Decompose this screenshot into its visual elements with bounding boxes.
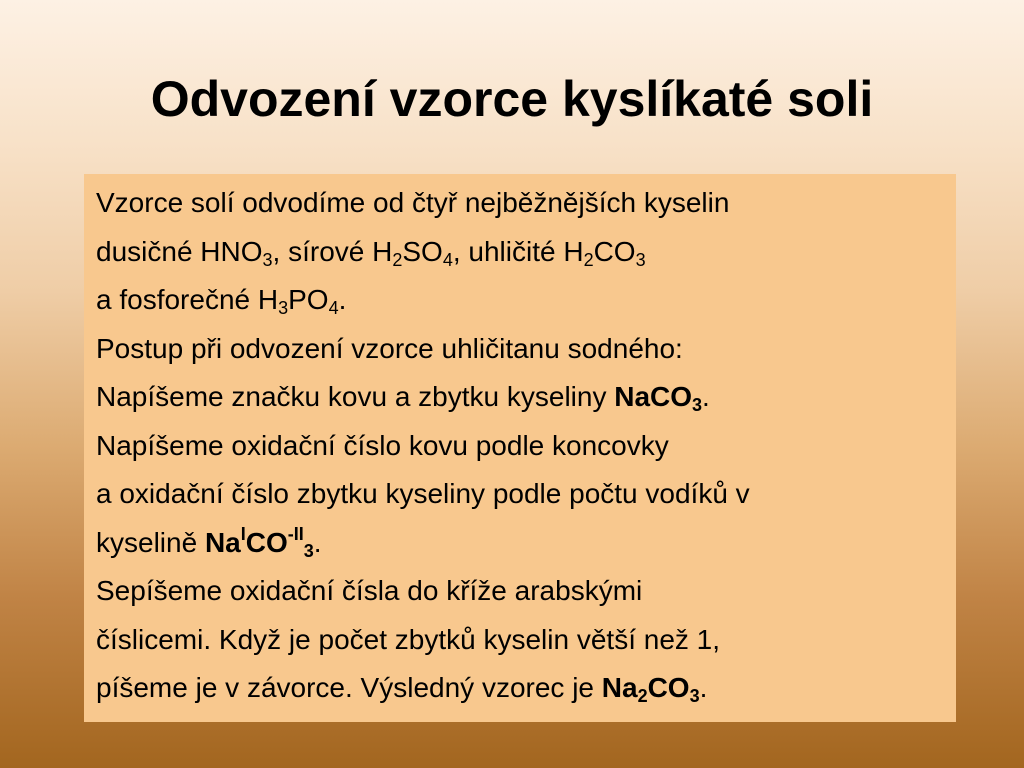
text-line-11 xyxy=(96,664,956,713)
text-line-4: Postup při odvození vzorce uhličitanu sodného: xyxy=(96,332,683,364)
formula-text: NaCO xyxy=(614,381,693,412)
text-segment: Napíšeme značku kovu a zbytku kyseliny xyxy=(96,381,615,412)
text-line-7: a oxidační číslo zbytku kyseliny podle počtu vodíků v xyxy=(96,478,750,509)
subscript: 2 xyxy=(583,249,594,270)
text-segment: a fosforečné H xyxy=(96,284,279,315)
text-segment: kyselině xyxy=(96,526,205,558)
subscript: 3 xyxy=(278,298,289,318)
text-line-5 xyxy=(96,373,956,422)
formula-text: CO xyxy=(647,672,690,703)
slide-title: Odvození vzorce kyslíkaté soli xyxy=(150,71,874,127)
text-line-6: Napíšeme oxidační číslo kovu podle koncovky xyxy=(96,429,669,461)
formula-text: Na xyxy=(601,672,638,703)
text-line-9: Sepíšeme oxidační čísla do kříže arabskými xyxy=(96,575,643,606)
text-segment: . xyxy=(699,672,708,703)
text-segment: PO xyxy=(288,284,329,315)
content-box xyxy=(84,174,956,722)
text-segment: . xyxy=(313,526,322,558)
text-line-2 xyxy=(96,228,956,277)
text-line-3 xyxy=(96,276,956,325)
text-segment: , sírové H xyxy=(272,235,393,267)
text-segment: SO xyxy=(402,235,443,267)
text-segment: dusičné HNO xyxy=(96,235,263,267)
subscript: 4 xyxy=(328,298,339,318)
formula-na2co3 xyxy=(601,672,700,706)
text-segment: píšeme je v závorce. Výsledný vzorec je xyxy=(96,672,602,703)
subscript: 3 xyxy=(689,686,700,706)
text-segment: , uhličité H xyxy=(452,235,584,267)
text-segment: . xyxy=(338,284,347,315)
subscript: 3 xyxy=(635,249,646,270)
text-line-10: číslicemi. Když je počet zbytků kyselin větší než 1, xyxy=(96,623,721,655)
subscript: 3 xyxy=(262,249,273,270)
formula-text: Na xyxy=(204,526,241,558)
subscript: 3 xyxy=(303,540,314,561)
superscript: I xyxy=(240,523,246,544)
superscript: -II xyxy=(287,523,304,544)
text-segment: . xyxy=(702,381,710,412)
subscript: 4 xyxy=(442,249,453,270)
text-line-1: Vzorce solí odvodíme od čtyř nejběžnějších kyselin xyxy=(96,187,730,218)
formula-oxidation-numbers xyxy=(204,523,314,561)
subscript: 3 xyxy=(692,395,703,415)
subscript: 2 xyxy=(637,686,648,706)
formula-naco3 xyxy=(614,381,703,415)
subscript: 2 xyxy=(392,249,403,270)
text-line-8 xyxy=(96,519,956,568)
text-segment: CO xyxy=(593,235,636,267)
formula-text: CO xyxy=(245,526,288,558)
